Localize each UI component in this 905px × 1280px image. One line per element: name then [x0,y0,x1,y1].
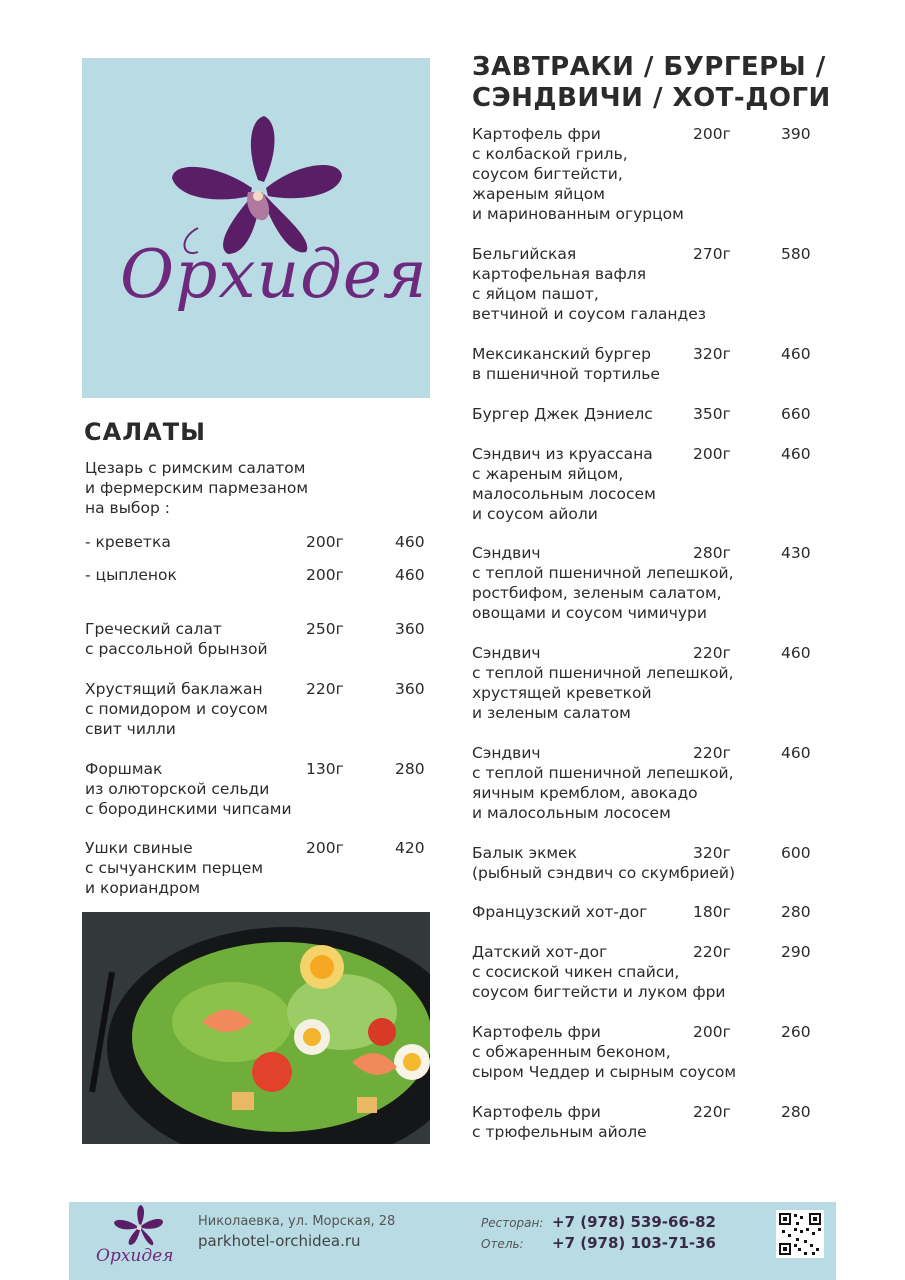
intro-line: и фермерским пармезаном [85,479,309,497]
item-line: и зеленым салатом [472,704,631,722]
item-line: Форшмак [85,760,163,778]
orchid-icon [82,58,430,398]
item-line: Балык экмек [472,844,578,862]
hotel-phone[interactable]: +7 (978) 103-71-36 [552,1234,716,1252]
item-price: 280 [395,760,425,778]
item-line: с бородинскими чипсами [85,800,292,818]
item-price: 360 [395,680,425,698]
logo-panel [82,58,430,398]
item-price: 420 [395,839,425,857]
item-price: 460 [781,644,811,662]
item-weight: 250г [306,620,344,638]
item-price: 460 [781,445,811,463]
item-line: с трюфельным айоле [472,1123,647,1141]
item-name [85,532,320,552]
orchid-small-icon [91,1202,174,1280]
item-line: Датский хот-дог [472,943,608,961]
item-price: 280 [781,1103,811,1121]
salad-photo [82,912,430,1144]
item-line: Ушки свиные [85,839,193,857]
item-name [85,565,320,585]
item-price: 580 [781,245,811,263]
item-line: Сэндвич [472,644,541,662]
restaurant-label: Ресторан: [481,1216,544,1230]
item-line: жареным яйцом [472,185,605,203]
item-name [85,759,320,819]
item-line: сыром Чеддер и сырным соусом [472,1063,737,1081]
item-weight: 280г [693,544,731,562]
item-price: 460 [781,345,811,363]
item-line: Картофель фри [472,1103,601,1121]
item-weight: 350г [693,405,731,423]
item-line: Хрустящий баклажан [85,680,263,698]
item-line: из олюторской сельди [85,780,270,798]
item-line: и соусом айоли [472,505,598,523]
salads-title: САЛАТЫ [84,418,206,446]
item-line: Бельгийская [472,245,577,263]
item-price: 390 [781,125,811,143]
item-price: 360 [395,620,425,638]
item-line: с обжаренным беконом, [472,1043,671,1061]
footer-brand: Орхидея [96,1246,174,1266]
item-line: с рассольной брынзой [85,640,268,658]
item-line: Мексиканский бургер [472,345,651,363]
item-name [85,619,320,659]
item-line: - креветка [85,533,171,551]
item-name [85,679,320,739]
item-line: картофельная вафля [472,265,647,283]
title-line: СЭНДВИЧИ / ХОТ-ДОГИ [472,83,831,113]
item-line: малосольным лососем [472,485,656,503]
item-line: Сэндвич [472,744,541,762]
item-weight: 200г [306,839,344,857]
item-weight: 320г [693,844,731,862]
qr-code-icon[interactable] [776,1210,824,1258]
item-line: с сосиской чикен спайси, [472,963,680,981]
item-line: Французский хот-дог [472,903,648,921]
item-line: Сэндвич [472,544,541,562]
salad-illustration [82,912,430,1144]
item-weight: 200г [693,445,731,463]
item-line: с теплой пшеничной лепешкой, [472,564,734,582]
item-line: Картофель фри [472,1023,601,1041]
item-price: 460 [395,566,425,584]
item-weight: 320г [693,345,731,363]
salads-intro [85,458,375,518]
item-weight: 130г [306,760,344,778]
item-line: ветчиной и соусом галандез [472,305,707,323]
item-weight: 220г [306,680,344,698]
intro-line: на выбор : [85,499,170,517]
item-line: хрустящей креветкой [472,684,652,702]
item-weight: 200г [693,125,731,143]
item-price: 600 [781,844,811,862]
item-price: 290 [781,943,811,961]
item-weight: 220г [693,644,731,662]
title-line: ЗАВТРАКИ / БУРГЕРЫ / [472,52,826,82]
item-line: с теплой пшеничной лепешкой, [472,664,734,682]
item-line: яичным кремблом, авокадо [472,784,698,802]
item-line: ростбифом, зеленым салатом, [472,584,722,602]
item-line: - цыпленок [85,566,177,584]
item-line: в пшеничной тортилье [472,365,660,383]
item-line: соусом бигтейсти, [472,165,623,183]
item-weight: 200г [693,1023,731,1041]
item-line: соусом бигтейсти и луком фри [472,983,726,1001]
item-price: 280 [781,903,811,921]
item-price: 260 [781,1023,811,1041]
item-price: 460 [781,744,811,762]
item-weight: 270г [693,245,731,263]
item-weight: 220г [693,1103,731,1121]
item-weight: 220г [693,744,731,762]
item-weight: 220г [693,943,731,961]
address: Николаевка, ул. Морская, 28 [198,1214,396,1229]
item-line: и кориандром [85,879,201,897]
restaurant-phone[interactable]: +7 (978) 539-66-82 [552,1213,716,1231]
hotel-label: Отель: [481,1237,524,1251]
item-line: свит чилли [85,720,176,738]
item-weight: 200г [306,533,344,551]
intro-line: Цезарь с римским салатом [85,459,306,477]
item-name [85,838,320,898]
item-weight: 200г [306,566,344,584]
item-line: с теплой пшеничной лепешкой, [472,764,734,782]
item-line: Сэндвич из круассана [472,445,653,463]
item-line: овощами и соусом чимичури [472,604,707,622]
item-line: с яйцом пашот, [472,285,599,303]
item-line: с колбаской гриль, [472,145,628,163]
item-line: Картофель фри [472,125,601,143]
item-line: и малосольным лососем [472,804,671,822]
brand-name: Орхидея [120,236,428,313]
item-price: 660 [781,405,811,423]
breakfast-title [472,52,831,114]
item-price: 460 [395,533,425,551]
item-line: Греческий салат [85,620,222,638]
item-price: 430 [781,544,811,562]
item-line: с жареным яйцом, [472,465,624,483]
item-line: Бургер Джек Дэниелс [472,405,653,423]
item-line: с сычуанским перцем [85,859,264,877]
item-line: с помидором и соусом [85,700,268,718]
item-weight: 180г [693,903,731,921]
item-line: (рыбный сэндвич со скумбрией) [472,864,736,882]
footer [69,1202,836,1280]
item-line: и маринованным огурцом [472,205,684,223]
website-link[interactable]: parkhotel-orchidea.ru [198,1232,361,1250]
